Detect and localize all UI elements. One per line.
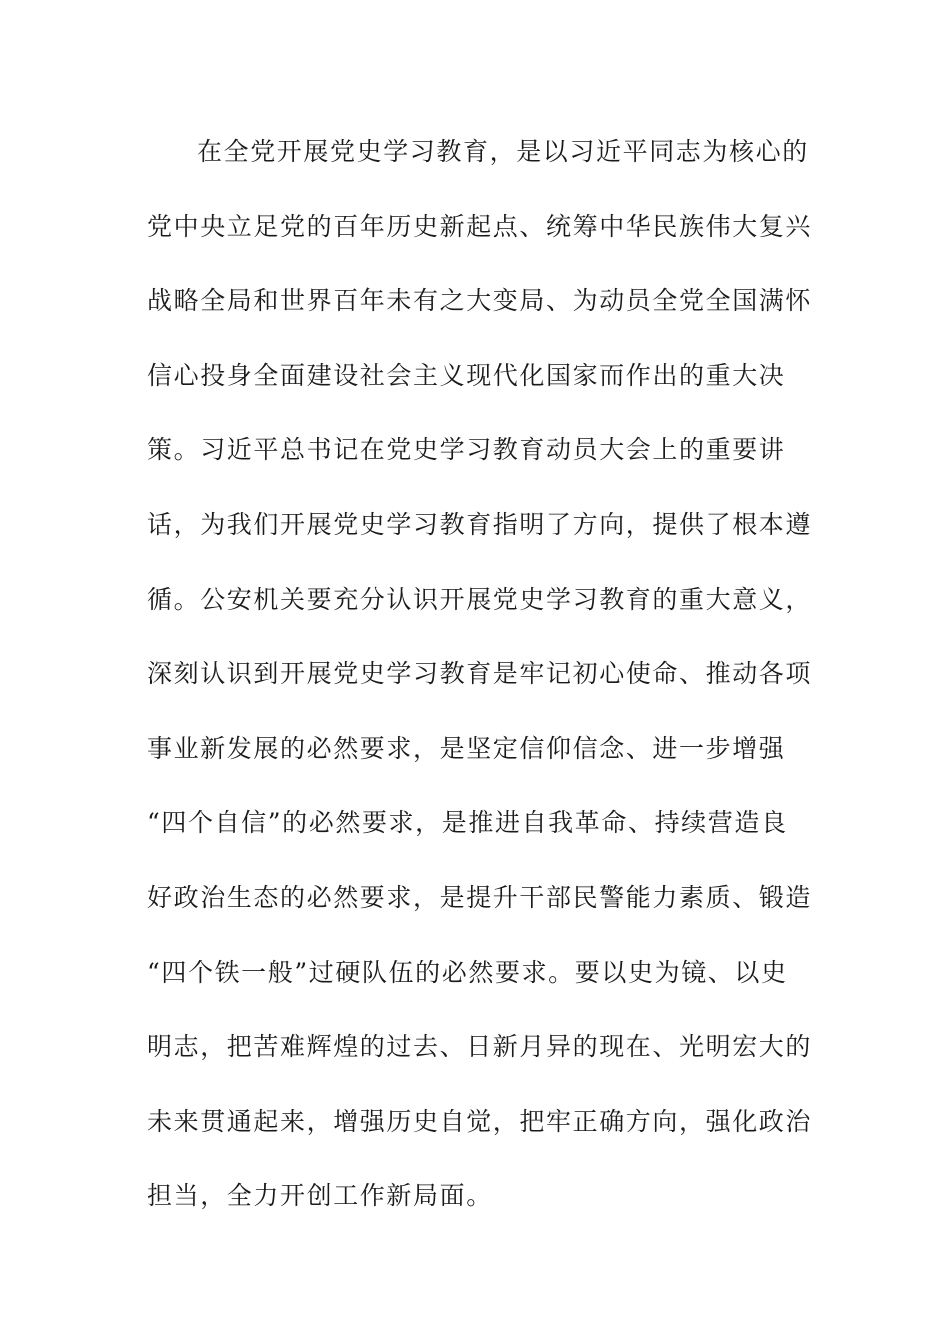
paragraph-line: “四个自信”的必然要求，是推进自我革命、持续营造良: [147, 808, 788, 838]
paragraph-line: 信心投身全面建设社会主义现代化国家而作出的重大决: [147, 360, 786, 390]
paragraph-line: 党中央立足党的百年历史新起点、统筹中华民族伟大复兴: [147, 211, 813, 241]
paragraph-line: 在全党开展党史学习教育，是以习近平同志为核心的: [197, 137, 809, 166]
paragraph-line: 战略全局和世界百年未有之大变局、为动员全党全国满怀: [147, 286, 813, 316]
paragraph-line: 循。公安机关要充分认识开展党史学习教育的重大意义，: [147, 584, 813, 614]
paragraph-line: “四个铁一般”过硬队伍的必然要求。要以史为镜、以史: [147, 957, 788, 987]
paragraph-line: 担当，全力开创工作新局面。: [147, 1181, 493, 1211]
paragraph-line: 话，为我们开展党史学习教育指明了方向，提供了根本遵: [147, 509, 813, 539]
paragraph-line: 好政治生态的必然要求，是提升干部民警能力素质、锻造: [147, 882, 813, 912]
paragraph-line: 未来贯通起来，增强历史自觉，把牢正确方向，强化政治: [147, 1106, 813, 1136]
paragraph-line: 明志，把苦难辉煌的过去、日新月异的现在、光明宏大的: [147, 1032, 813, 1062]
paragraph-line: 事业新发展的必然要求，是坚定信仰信念、进一步增强: [147, 733, 786, 763]
paragraph-line: 深刻认识到开展党史学习教育是牢记初心使命、推动各项: [147, 659, 813, 689]
paragraph-line: 策。习近平总书记在党史学习教育动员大会上的重要讲: [147, 435, 786, 465]
document-body-paragraph: [147, 128, 813, 1247]
